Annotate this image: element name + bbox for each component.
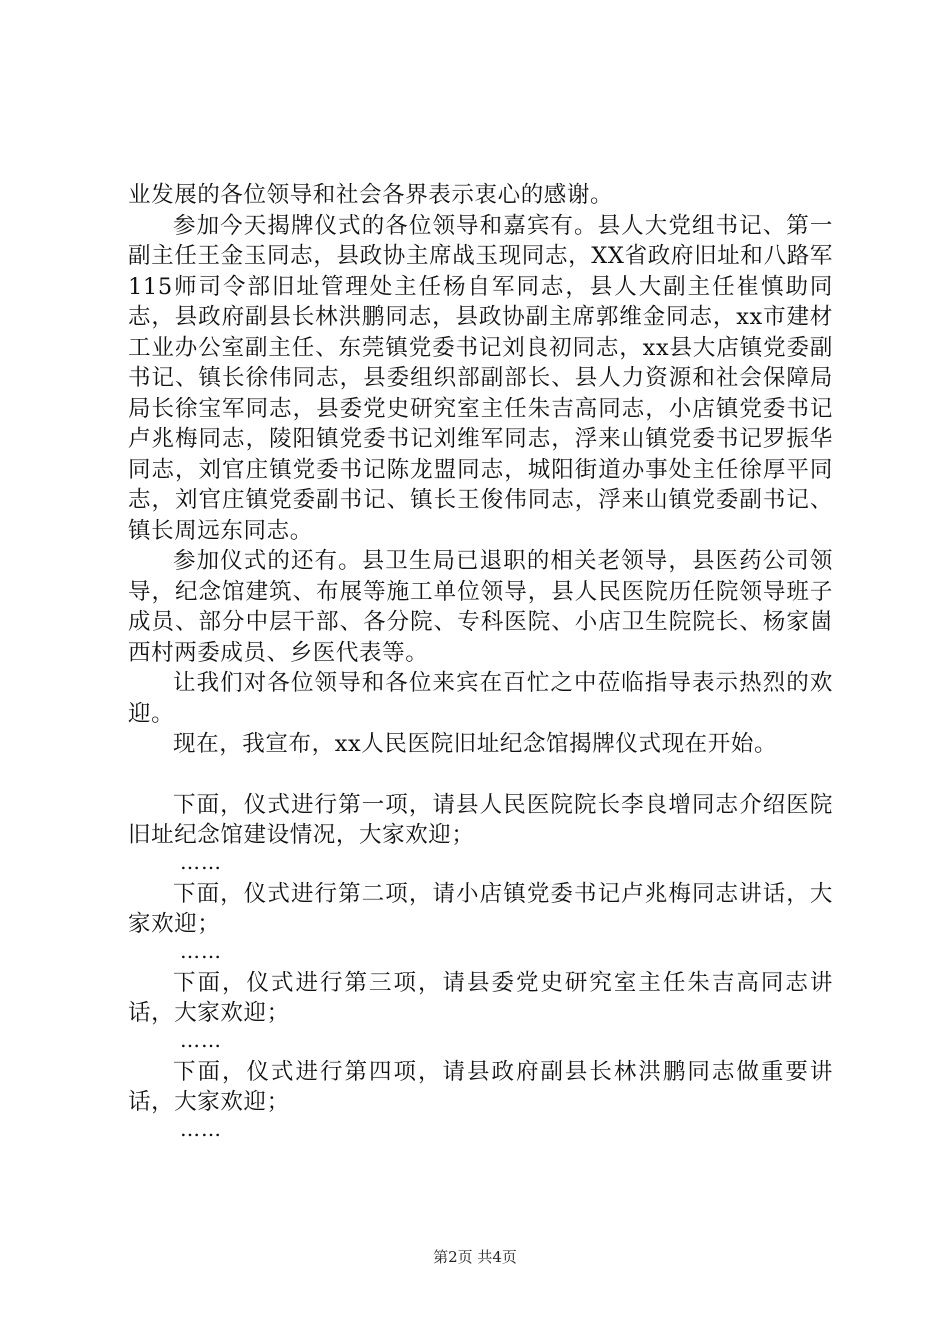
agenda-item-4: 下面，仪式进行第四项，请县政府副县长林洪鹏同志做重要讲话，大家欢迎；	[128, 1058, 833, 1115]
paragraph: 业发展的各位领导和社会各界表示衷心的感谢。	[128, 182, 614, 208]
ellipsis-mark: ……	[180, 1116, 222, 1141]
paragraph-welcome: 让我们对各位领导和各位来宾在百忙之中莅临指导表示热烈的欢迎。	[128, 670, 833, 727]
page-number-label: 第2页 共4页	[433, 1248, 517, 1266]
document-body	[128, 180, 833, 1146]
agenda-item-2: 下面，仪式进行第二项，请小店镇党委书记卢兆梅同志讲话，大家欢迎；	[128, 880, 833, 937]
paragraph-other-attendees: 参加仪式的还有。县卫生局已退职的相关老领导，县医药公司领导，纪念馆建筑、布展等施工单位领导，县人民医院历任院领导班子成员、部分中层干部、各分院、专科医院、小店卫生院院长、杨家崮西村两委成员、乡医代表等。	[128, 548, 833, 666]
agenda-item-1: 下面，仪式进行第一项，请县人民医院院长李良增同志介绍医院旧址纪念馆建设情况，大家欢迎；	[128, 791, 833, 848]
ellipsis-mark: ……	[180, 1027, 222, 1052]
paragraph-attendees: 参加今天揭牌仪式的各位领导和嘉宾有。县人大党组书记、第一副主任王金玉同志，县政协主席战玉现同志，XX省政府旧址和八路军115师司令部旧址管理处主任杨自军同志，县人大副主任崔慎助同志，县政府副县长林洪鹏同志，县政协副主席郭维金同志，xx市建材工业办公室副主任、东莞镇党委书记刘良初同志，xx县大店镇党委副书记、镇长徐伟同志，县委组织部副部长、县人力资源和社会保障局局长徐宝军同志，县委党史研究室主任朱吉高同志，小店镇党委书记卢兆梅同志，陵阳镇党委书记刘维军同志，浮来山镇党委书记罗振华同志，刘官庄镇党委书记陈龙盟同志，城阳街道办事处主任徐厚平同志，刘官庄镇党委副书记、镇长王俊伟同志，浮来山镇党委副书记、镇长周远东同志。	[128, 212, 833, 544]
page-footer	[0, 1246, 950, 1267]
ellipsis-mark: ……	[180, 938, 222, 963]
agenda-item-3: 下面，仪式进行第三项，请县委党史研究室主任朱吉高同志讲话，大家欢迎；	[128, 969, 833, 1026]
paragraph-announcement: 现在，我宣布，xx人民医院旧址纪念馆揭牌仪式现在开始。	[173, 731, 778, 757]
ellipsis-mark: ……	[180, 849, 222, 874]
